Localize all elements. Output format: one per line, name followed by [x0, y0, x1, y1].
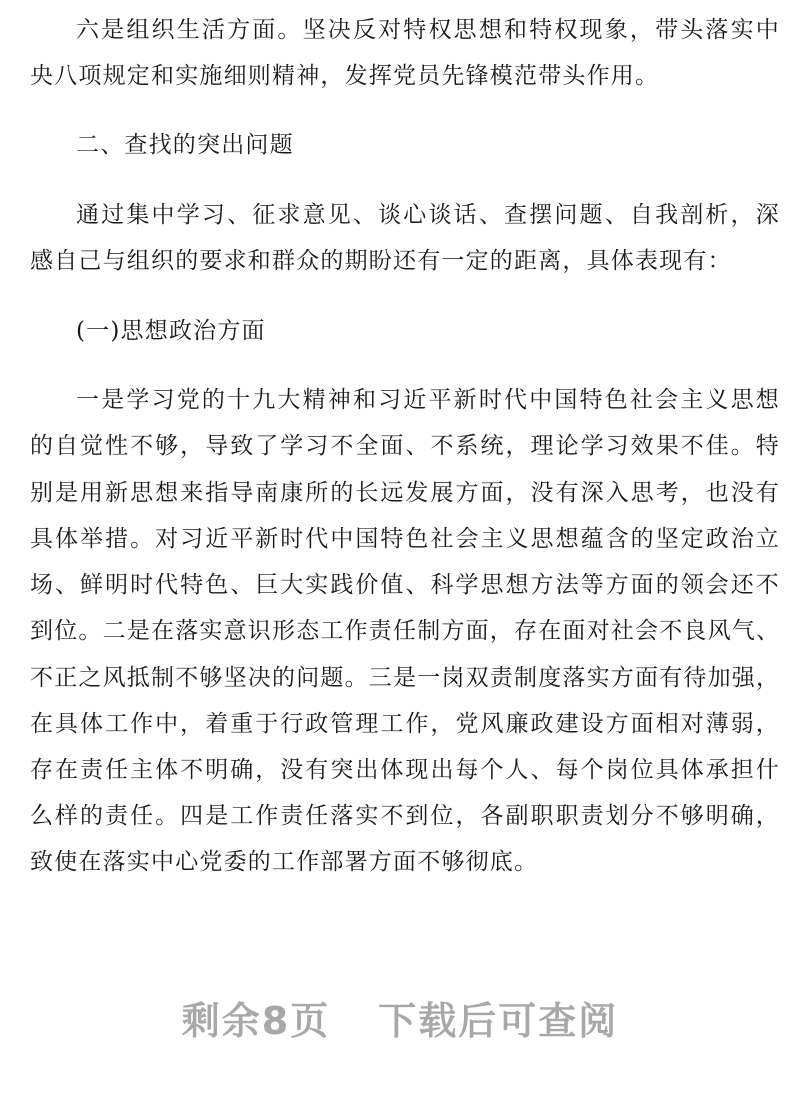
remaining-pages-notice[interactable]	[0, 990, 800, 1045]
paragraph-line: 央八项规定和实施细则精神，发挥党员先锋模范带头作用。	[30, 63, 660, 89]
paragraph-line: 的自觉性不够，导致了学习不全面、不系统，理论学习效果不佳。特	[30, 433, 780, 459]
paragraph-line: 六是组织生活方面。坚决反对特权思想和特权现象，带头落实中	[76, 17, 780, 43]
subsection-heading: (一)思想政治方面	[76, 318, 266, 344]
paragraph-line: 致使在落实中心党委的工作部署方面不够彻底。	[30, 849, 539, 875]
download-to-view-label: 下载后可查阅	[378, 999, 619, 1043]
paragraph-line: 感自己与组织的要求和群众的期盼还有一定的距离，具体表现有：	[30, 248, 732, 274]
paragraph-line: 存在责任主体不明确，没有突出体现出每个人、每个岗位具体承担什	[30, 757, 780, 783]
paragraph-line: 别是用新思想来指导南康所的长远发展方面，没有深入思考，也没有	[30, 480, 780, 506]
paragraph-line: 么样的责任。四是工作责任落实不到位，各副职职责划分不够明确，	[30, 803, 780, 829]
paragraph-line: 通过集中学习、征求意见、谈心谈话、查摆问题、自我剖析，深	[76, 202, 780, 228]
section-heading: 二、查找的突出问题	[76, 132, 294, 158]
paragraph-line: 在具体工作中，着重于行政管理工作，党风廉政建设方面相对薄弱，	[30, 711, 780, 737]
remaining-pages-label: 剩余8页	[181, 999, 331, 1043]
paragraph-line: 具体举措。对习近平新时代中国特色社会主义思想蕴含的坚定政治立	[30, 526, 780, 552]
paragraph-line: 一是学习党的十九大精神和习近平新时代中国特色社会主义思想	[76, 387, 780, 413]
paragraph-line: 不正之风抵制不够坚决的问题。三是一岗双责制度落实方面有待加强，	[30, 665, 781, 691]
paragraph-line: 到位。二是在落实意识形态工作责任制方面，存在面对社会不良风气、	[30, 618, 781, 644]
paragraph-line: 场、鲜明时代特色、巨大实践价值、科学思想方法等方面的领会还不	[30, 572, 780, 598]
